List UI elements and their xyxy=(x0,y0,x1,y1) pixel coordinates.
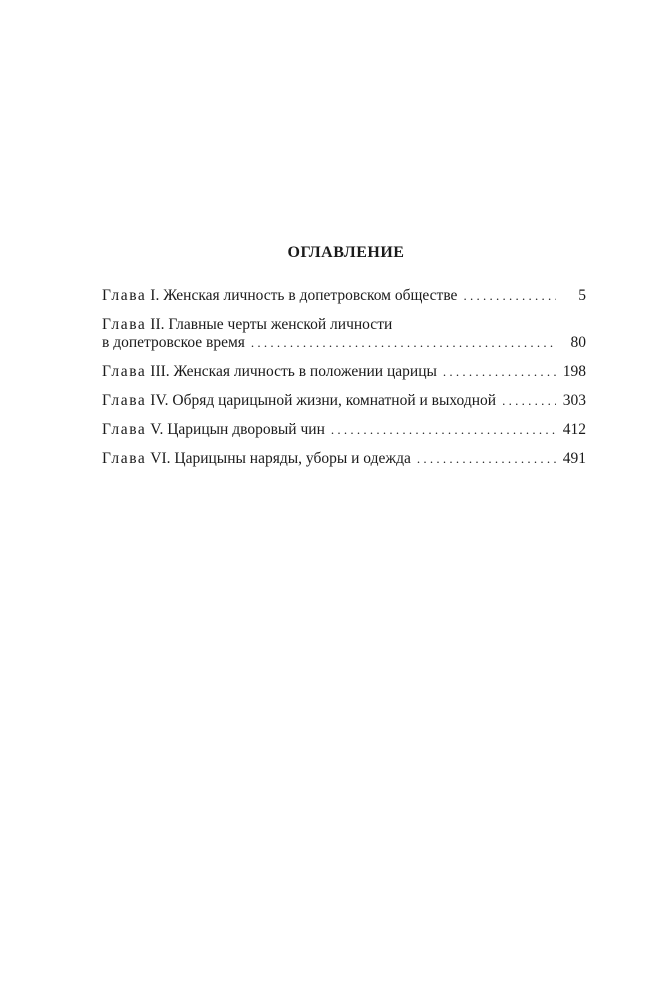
chapter-title: IV. Обряд царицыной жизни, комнатной и выходной xyxy=(150,392,497,409)
toc-entry-line xyxy=(102,392,586,410)
toc-entry xyxy=(102,363,586,381)
toc-entry-line xyxy=(102,334,586,352)
page-number: 5 xyxy=(578,287,586,304)
chapter-prefix: Глава xyxy=(102,392,147,409)
toc-entry xyxy=(102,392,586,410)
chapter-title: VI. Царицыны наряды, уборы и одежда xyxy=(150,450,411,467)
chapter-title: I. Женская личность в допетровском обществе xyxy=(150,287,458,304)
chapter-title: II. Главные черты женской личности xyxy=(150,316,393,333)
chapter-title-continuation: в допетровское время xyxy=(102,334,245,351)
toc-entry-line xyxy=(102,287,586,305)
toc-entry-line xyxy=(102,450,586,468)
toc-entry-line xyxy=(102,421,586,439)
chapter-prefix: Глава xyxy=(102,363,147,380)
toc-entry xyxy=(102,287,586,305)
table-of-contents xyxy=(102,244,586,479)
dot-leader xyxy=(417,450,556,468)
chapter-title: III. Женская личность в положении царицы xyxy=(150,363,437,380)
page-number: 198 xyxy=(562,363,586,380)
chapter-title: V. Царицын дворовый чин xyxy=(150,421,325,438)
page-number: 491 xyxy=(562,450,586,467)
dot-leader xyxy=(463,287,556,305)
toc-entry-line xyxy=(102,363,586,381)
chapter-prefix: Глава xyxy=(102,450,147,467)
toc-heading: ОГЛАВЛЕНИЕ xyxy=(287,244,405,261)
chapter-prefix: Глава xyxy=(102,287,147,304)
dot-leader xyxy=(331,421,556,439)
dot-leader xyxy=(251,334,556,352)
page-number: 80 xyxy=(570,334,586,351)
chapter-prefix: Глава xyxy=(102,421,147,438)
dot-leader xyxy=(443,363,556,381)
toc-entry xyxy=(102,316,586,352)
chapter-prefix: Глава xyxy=(102,316,147,333)
page-number: 303 xyxy=(562,392,586,409)
page-number: 412 xyxy=(562,421,586,438)
toc-entry xyxy=(102,421,586,439)
toc-entry xyxy=(102,450,586,468)
toc-entry-line xyxy=(102,316,586,334)
dot-leader xyxy=(502,392,556,410)
